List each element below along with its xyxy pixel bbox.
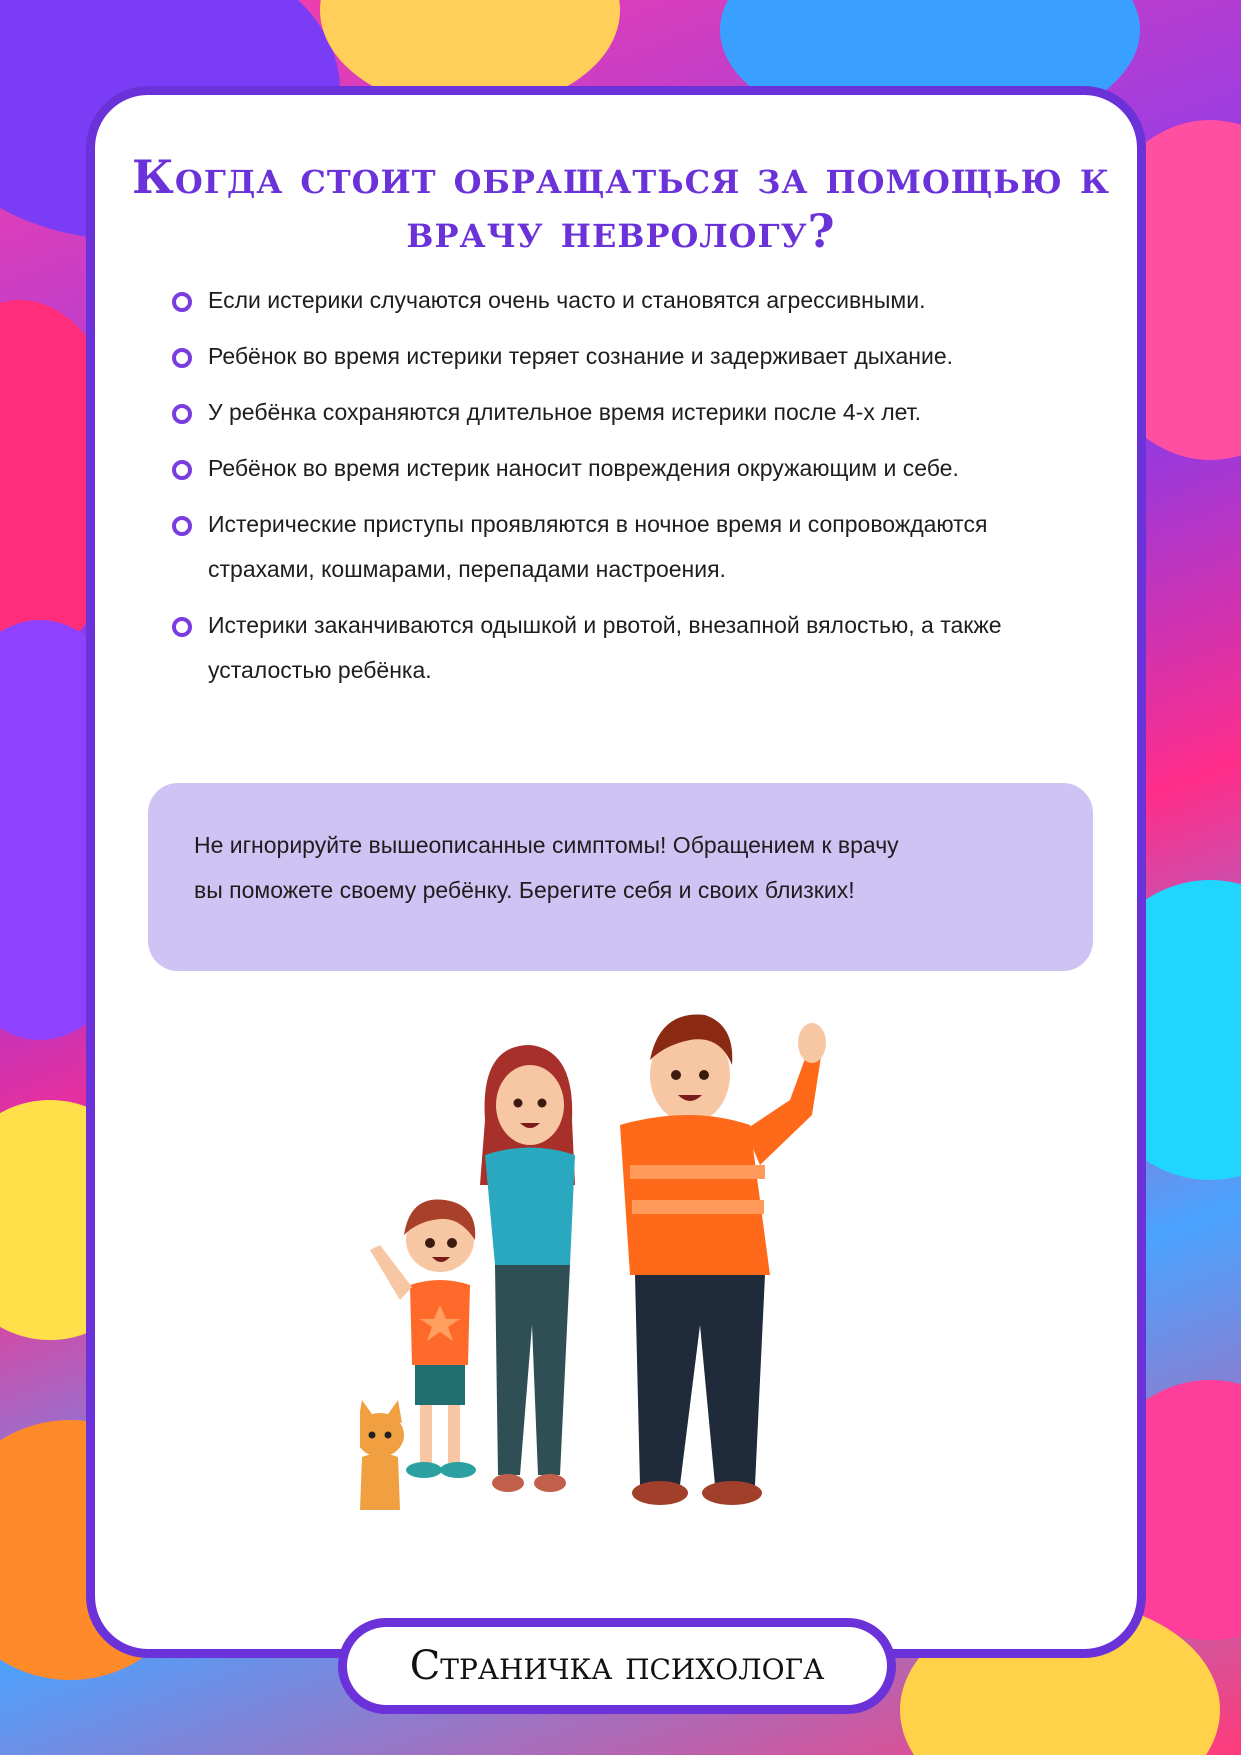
footer-label: Страничка психолога — [409, 1643, 825, 1689]
list-item: Ребёнок во время истерики теряет сознание и задерживает дыхание. — [172, 334, 1092, 379]
cat-figure — [360, 1400, 404, 1510]
mother-figure — [480, 1045, 575, 1492]
list-item: Ребёнок во время истерик наносит повреждения окружающим и себе. — [172, 446, 1092, 491]
list-item: Если истерики случаются очень часто и становятся агрессивными. — [172, 278, 1092, 323]
father-figure — [620, 1015, 826, 1505]
symptom-list — [172, 278, 1092, 704]
list-item: Истерики заканчиваются одышкой и рвотой, внезапной вялостью, а также усталостью ребёнка. — [172, 603, 1092, 693]
bullet-circle-icon — [172, 617, 192, 637]
advice-line: вы поможете своему ребёнку. Берегите себя и своих близких! — [194, 877, 855, 903]
list-item: Истерические приступы проявляются в ночное время и сопровождаются страхами, кошмарами, перепадами настроения. — [172, 502, 1092, 592]
bullet-circle-icon — [172, 516, 192, 536]
footer-badge — [338, 1618, 896, 1714]
advice-line: Не игнорируйте вышеописанные симптомы! Обращением к врачу — [194, 832, 899, 858]
bullet-circle-icon — [172, 460, 192, 480]
list-item: У ребёнка сохраняются длительное время истерики после 4-х лет. — [172, 390, 1092, 435]
bullet-circle-icon — [172, 404, 192, 424]
page-title: Когда стоит обращаться за помощью к врачу неврологу? — [132, 150, 1110, 258]
bullet-circle-icon — [172, 348, 192, 368]
bullet-circle-icon — [172, 292, 192, 312]
advice-note — [148, 783, 1093, 971]
family-illustration — [360, 1005, 830, 1565]
